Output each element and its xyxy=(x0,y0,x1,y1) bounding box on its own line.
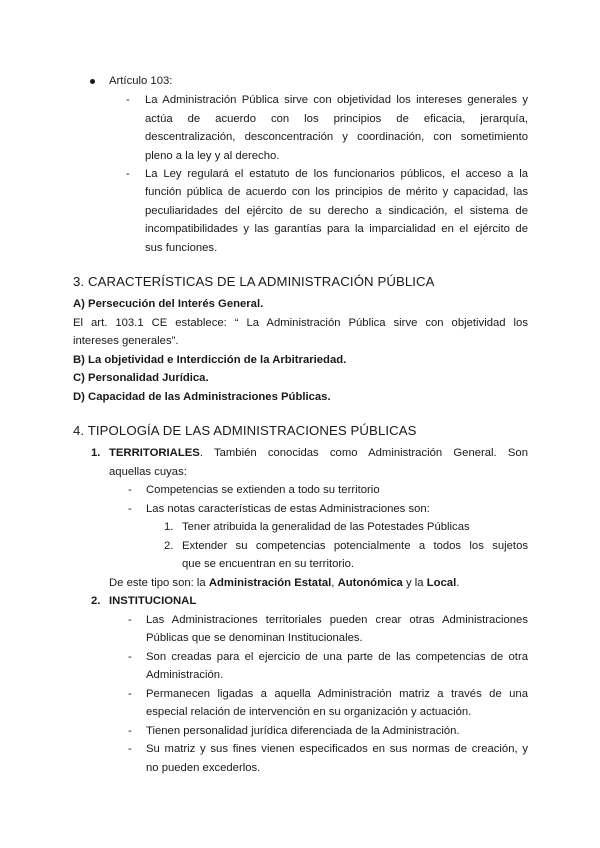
territoriales-sub-2-line: Extender su competencias potencialmente a todos los sujetos xyxy=(182,540,528,552)
institucional-item-line: Su matriz y sus fines vienen especificados en sus normas de creación, y xyxy=(146,743,528,755)
institucional-item-line: Públicas que se denominan Institucionales. xyxy=(146,632,363,644)
text-line: actúa de acuerdo con los principios de eficacia, jerarquía, xyxy=(145,113,528,125)
institucional-number: 2. xyxy=(91,595,101,607)
dash-marker: - xyxy=(126,94,130,106)
dash-marker: - xyxy=(128,743,132,755)
territoriales-sub-2-line: que se encuentran en su territorio. xyxy=(182,558,355,570)
dash-marker: - xyxy=(126,168,130,180)
institucional-item-line: Son creadas para el ejercicio de una parte de las competencias de otra xyxy=(146,651,528,663)
dash-marker: - xyxy=(128,725,132,737)
text-line: descentralización, desconcentración y coordinación, con sometimiento xyxy=(145,131,528,143)
institucional-item-line: no pueden excederlos. xyxy=(146,762,261,774)
dash-marker: - xyxy=(128,614,132,626)
section-3-a-text-line: intereses generales”. xyxy=(73,335,179,347)
territoriales-label: TERRITORIALES xyxy=(109,447,200,459)
dash-marker: - xyxy=(128,688,132,700)
section-4-heading: 4. TIPOLOGÍA DE LAS ADMINISTRACIONES PÚBLICAS xyxy=(73,423,417,438)
territoriales-description: . También conocidas como Administración General. Son xyxy=(199,447,528,459)
sub-item-number: 1. xyxy=(164,521,174,533)
text-line: La Ley regulará el estatuto de los funcionarios públicos, el acceso a la xyxy=(145,168,528,180)
text-line: sus funciones. xyxy=(145,242,218,254)
territoriales-bullet-2: Las notas características de estas Administraciones son: xyxy=(146,503,430,515)
text-line: incompatibilidades y las garantías para la imparcialidad en el ejército de xyxy=(145,223,528,235)
dash-marker: - xyxy=(128,503,132,515)
territoriales-bullet-1: Competencias se extienden a todo su territorio xyxy=(146,484,380,496)
bullet-dot-icon xyxy=(90,79,95,84)
article-title: Artículo 103: xyxy=(109,75,173,87)
territoriales-sub-1: Tener atribuida la generalidad de las Potestades Públicas xyxy=(182,521,470,533)
institucional-item-line: Las Administraciones territoriales pueden crear otras Administraciones xyxy=(146,614,528,626)
text-line: La Administración Pública sirve con objetividad los intereses generales y xyxy=(145,94,528,106)
territoriales-line xyxy=(109,444,528,463)
dash-marker: - xyxy=(128,484,132,496)
types-prefix: De este tipo son: la xyxy=(109,577,209,589)
text-line: pleno a la ley y al derecho. xyxy=(145,150,280,162)
type-autonomica: Autonómica xyxy=(337,577,403,589)
territoriales-number: 1. xyxy=(91,447,101,459)
institucional-label: INSTITUCIONAL xyxy=(109,595,197,607)
type-local: Local xyxy=(426,577,457,589)
section-3-heading: 3. CARACTERÍSTICAS DE LA ADMINISTRACIÓN PÚBLICA xyxy=(73,274,435,289)
sub-item-number: 2. xyxy=(164,540,174,552)
territoriales-line-2: aquellas cuyas: xyxy=(109,466,187,478)
institucional-item-line: especial relación de intervención en su organización y actuación. xyxy=(146,706,472,718)
institucional-item-line: Administración. xyxy=(146,669,224,681)
territoriales-types: De este tipo son: la Administración Estatal, Autonómica y la Local. xyxy=(109,577,460,589)
section-3-b-title: B) La objetividad e Interdicción de la Arbitrariedad. xyxy=(73,354,347,366)
section-3-a-text-line: El art. 103.1 CE establece: “ La Administración Pública sirve con objetividad los xyxy=(73,317,528,329)
section-3-d-title: D) Capacidad de las Administraciones Públicas. xyxy=(73,391,331,403)
text-line: función pública de acuerdo con los principios de mérito y capacidad, las xyxy=(145,186,528,198)
institucional-item-line: Permanecen ligadas a aquella Administración matriz a través de una xyxy=(146,688,528,700)
type-estatal: Administración Estatal xyxy=(208,577,332,589)
text-line: peculiaridades del ejército de su derecho a sindicación, el sistema de xyxy=(145,205,528,217)
dash-marker: - xyxy=(128,651,132,663)
institucional-item-line: Tienen personalidad jurídica diferenciada de la Administración. xyxy=(146,725,460,737)
section-3-c-title: C) Personalidad Jurídica. xyxy=(73,372,209,384)
section-3-a-title: A) Persecución del Interés General. xyxy=(73,298,264,310)
